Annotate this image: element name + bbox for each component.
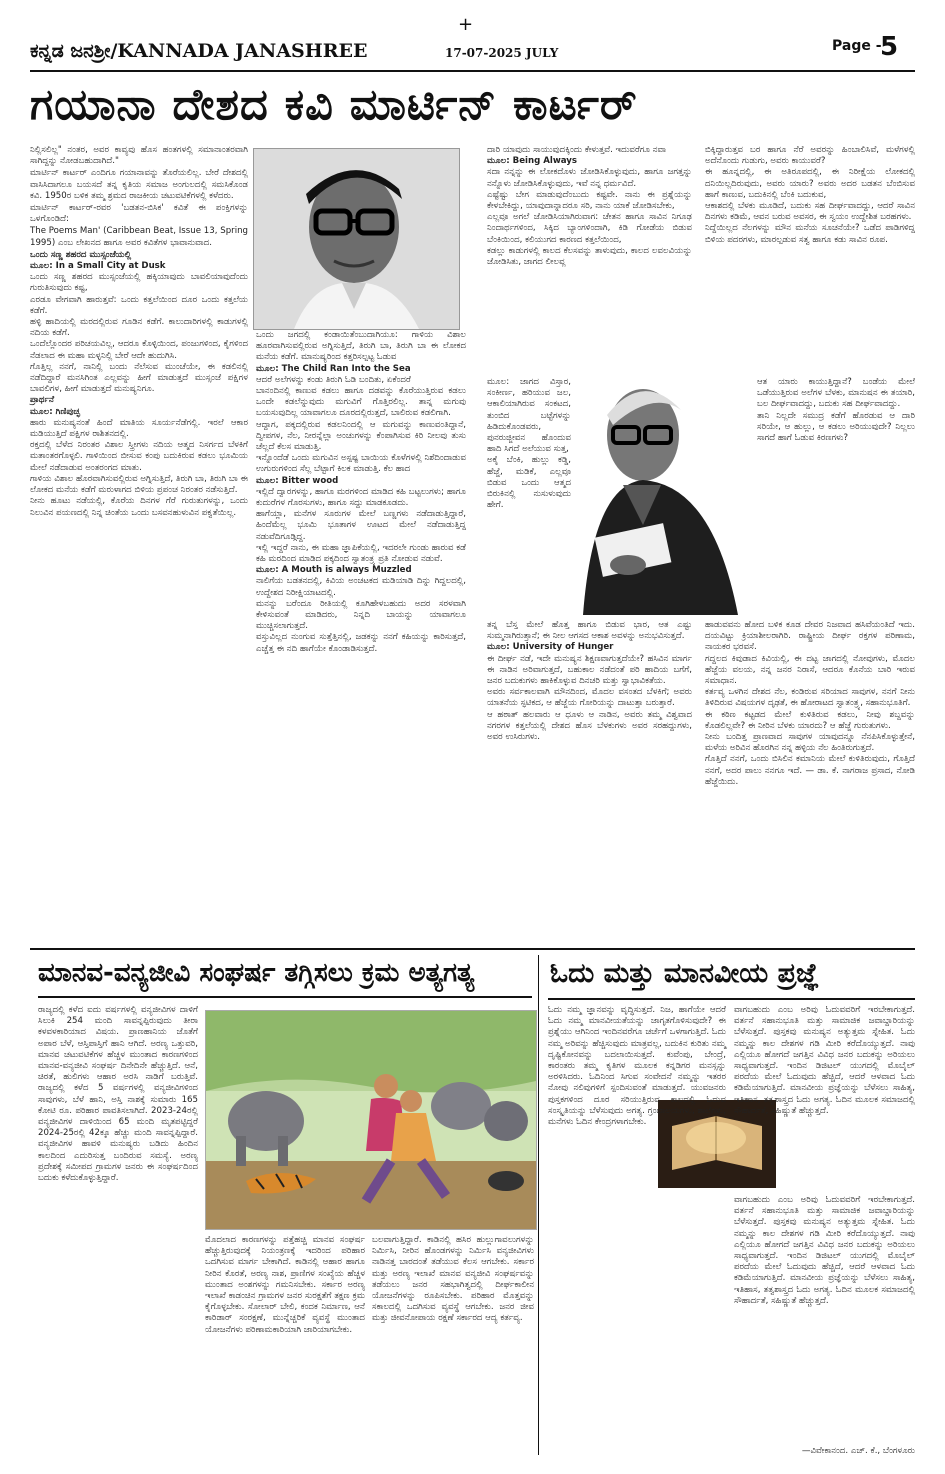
poem-title: ಪ್ರಾರ್ಥನೆ — [30, 395, 55, 406]
poem-stanza: ಗೊತ್ತಿಲ್ಲ ನನಗೆ, ನಾನಿಲ್ಲಿ ಬಂದು ನೆಲೆಸುವ ಮುಂಚೆಯೇ, ಈ ಕಡಲಿನಲ್ಲಿ ನಡೆದಿದ್ದಾರೆ ಮನಸಿಗಿಂತ ಎಲ್ಲವನ್ನು ಹೀಗೆ ಮಾಡುತ್ತದೆ ಮುಸ್ಸಂಜೆ ಪಕ್ಷಿಗಳ ಬಾವಲಿಗಳ, ಹೀಗೆ ಮಾಡುತ್ತದೆ ಮನುಷ್ಯನಿಗೂ. — [30, 361, 248, 395]
poem-stanza: ಗೊತ್ತಿದೆ ನನಗೆ, ಒಂದು ಬಿಸಿಲಿನ ಕಮಾನಿಯ ಮೇಲೆ ಕುಳಿತಿರುವುದು, ಗೊತ್ತಿದೆ ನನಗೆ, ಅದರ ಪಾಲು ನನಗೂ ಇದೆ. — ಡಾ. ಕೆ. ನಾಗರಾಜ ಪ್ರಸಾದ, ನೋಡಿ ಹೆಜ್ಜೆಯಿದು. — [705, 754, 915, 787]
poem-source: ಮೂಲ: University of Hunger — [487, 642, 614, 653]
poem-stanza: ಆದರೆ ಅಲೆಗಳನ್ನು ಕಂಡು ತಿರುಗಿ ಓಡಿ ಬಂದಿತು, ಏಕೆಂದರೆ — [256, 374, 411, 385]
poem-stanza: ಒಂದು ಸಣ್ಣ ಶಹರದ ಮುಸ್ಸಂಜೆಯಲ್ಲಿ ಹಕ್ಕಿಯಾವುದು ಬಾವಲಿಯಾವುದೆಂದು ಗುರುತಿಸುವುದು ಕಷ್ಟ, — [30, 272, 248, 294]
section-divider — [30, 948, 915, 950]
reading-article-col-1: ಓದು ನಮ್ಮ ಜ್ಞಾನವನ್ನು ವೃದ್ಧಿಸುತ್ತದೆ. ನಿಜ, ಹಾಗೆಯೇ ಆದರೆ ಓದು ನಮ್ಮ ಮಾನವೀಯತೆಯನ್ನು ಜಾಗೃತಗೊಳಿಸುವುದೇ? ಈ ಪ್ರಶ್ನೆಯು ಆಗಿನಿಂದ ಇಂದಿನವರೆಗೂ ಚರ್ಚೆಗೆ ಒಳಗಾಗುತ್ತಿದೆ. ಓದು ನಮ್ಮ ಅರಿವನ್ನು ಹೆಚ್ಚಿಸುವುದು ಮಾತ್ರವಲ್ಲ, ಬದುಕಿನ ಕುರಿತು ನಮ್ಮ ದೃಷ್ಟಿಕೋನವನ್ನು ಬದಲಾಯಿಸುತ್ತದೆ. ಕುವೆಂಪು, ಬೇಂದ್ರೆ, ಕಾರಂತರು ತಮ್ಮ ಕೃತಿಗಳ ಮೂಲಕ ಕನ್ನಡಿಗರ ಮನಸ್ಸನ್ನು ಅರಳಿಸಿದರು. ಓದಿನಿಂದ ಸಿಗುವ ಸಂವೇದನೆ ನಮ್ಮನ್ನು ಇತರರ ನೋವು ನಲಿವುಗಳಿಗೆ ಸ್ಪಂದಿಸುವಂತೆ ಮಾಡುತ್ತದೆ. ಯುವಜನರು ಪುಸ್ತಕಗಳಿಂದ ದೂರ ಸರಿಯುತ್ತಿರುವ ಕಾಲದಲ್ಲಿ ಓದುವ ಸಂಸ್ಕೃತಿಯನ್ನು ಬೆಳೆಸುವುದು ಅಗತ್ಯ. ಗ್ರಂಥಾಲಯಗಳು, ಶಾಲೆಗಳು, ಮನೆಗಳು ಓದಿನ ಕೇಂದ್ರಗಳಾಗಬೇಕು. — [548, 1005, 726, 1128]
poem-stanza: ಹಳ್ಳಿ ಹಾದಿಯಲ್ಲಿ ಮರದಲ್ಲಿರುವ ಗೂಡಿನ ಕಡೆಗೆ. ಕಾಲುದಾರಿಗಳಲ್ಲಿ ಕಾಡುಗಳಲ್ಲಿ ನದಿಯ ಕಡೆಗೆ. — [30, 317, 248, 339]
poem-stanza: ಸದಾ ನನ್ನನ್ನು ಈ ಲೋಕದೊಳು ಜೋಡಿಸಿಕೊಳ್ಳುವುದು, ಹಾಗೂ ಜಗತ್ತನ್ನು ನನ್ನೊಳು ಜೋಡಿಸಿಕೊಳ್ಳುವುದು, ಇವೆ ನನ್ನ ಧರ್ಮವಿದೆ. — [487, 167, 692, 189]
poem-stanza: ಆ ಹಠಾತ್ ಹಲವಾರು ಆ ಧೂಳು ಆ ನಾಡಿನ, ಅವರು ತಮ್ಮ ವಿಶ್ವವಾದ ನಗರಗಳ ಕತ್ತಲೆಯಲ್ಲಿ ದೇಶದ ಹೊಸ ಬೆಳಕುಗಳು ಅವರ ಸರಹದ್ದುಗಳು, ಅವರ ಉಸಿರುಗಳು. — [487, 709, 692, 743]
wildlife-headline: ಮಾನವ-ವನ್ಯಜೀವಿ ಸಂಘರ್ಷ ತಗ್ಗಿಸಲು ಕ್ರಮ ಅತ್ಯಗತ್ಯ — [38, 958, 475, 988]
poem-stanza: ನೀನು ಹೂಟು ನಡೆಯಲ್ಲಿ, ಕೊರೆಯ ದಿನಗಳ ಗೆರೆ ಗುರುತುಗಳನ್ನು, ಒಂದು ನಿಲುವಿನ ಪಯಣದಲ್ಲಿ ನಿನ್ನ ಚಿಂತೆಯ ಒಂದು ಬಸವನಹುಳುವಿನ ಪಕ್ವತೆಯಿಲ್ಲ. — [30, 496, 248, 518]
masthead-name: ಕನ್ನಡ ಜನಶ್ರೀ/KANNADA JANASHREE — [30, 40, 368, 62]
poem-stanza: ಆಕಾಶದಲ್ಲಿ ಬೆಳಕು ಮೂಡಿದೆ, ಬದುಕು ಸಹ ದೀರ್ಘವಾದದ್ದು, ಆದರೆ ಸಾವಿನ ದಿನಗಳು ಕಡಿಮೆ, ಆವನ ಬರುವ ಅವಸರ, ಈ ಸ್ವಯಂ ಉದ್ದೇಶಿತ ಬರಹಗಳು. — [705, 201, 915, 223]
poem-stanza: ಈ ದೀರ್ಘ ನಡೆ, ಇದೇ ಮನುಷ್ಯನ ಶಿಕ್ಷಣವಾಗುತ್ತದೆಯೇ? ಹಸಿವಿನ ಮಾರ್ಗ ಈ ನಾಡಿನ ಅರಿವಾಗುತ್ತದೆ, ಬಹುಕಾಲ ನಡೆದಂತೆ ಪರಿ ಹಾದಿಯ ಬಗೆಗೆ, ಜನರ ಬದುಕುಗಳು ಹಾಕಿಕೊಳ್ಳುವ ದಿನಚರಿ ಮತ್ತು ಸ್ವಾಭಾವಿಕತೆಯ. — [487, 653, 692, 687]
poem-stanza: ಎಷ್ಟೆಷ್ಟು ಬೇಗ ಮಾಡುವುದೆಂಬುದು ಕಷ್ಟವೇ. ನಾನು ಈ ಪ್ರಶ್ನೆಯನ್ನು ಕೇಳಬೇಕಿದ್ದು, ಯಾವುದಾನ್ನಾದರೂ ಸರಿ, ನಾನು ಯಾಕೆ ಜೋಡಿಸಬೇಕು, — [487, 189, 692, 212]
poem-source: ಮೂಲ: ಗಿಣಿಪುಚ್ಛ — [30, 406, 80, 417]
poem-stanza: ಮೂಲ: ಜಾಗದ ವಿಸ್ತಾರ, ಸಂಕೀರ್ಣ, ಹರಿಯುವ ಜಲ, ಆಕಾಲಿಯಾಗಿರುವ ಸಂಕಟದ, ತುಂಬಿದ ಬಟ್ಟೆಗಳನ್ನು ಹಿಡಿದುಕೊಂಡವರು, ಪುನರುಜ್ಜೀವನ ಹೊಂದುವ ಹಾದಿ ಸಿಗದೆ ಅಲೆಯುವ ಸುತ್ತ, — [487, 377, 571, 455]
reading-headline-rule — [548, 998, 915, 1000]
reading-article-col-2: ವಾಗಬಹುದು ಎಂಬ ಅರಿವು ಓದುವವರಿಗೆ ಇರಬೇಕಾಗುತ್ತದೆ. ವರ್ತನೆ ಸಹಾನುಭೂತಿ ಮತ್ತು ಸಾಮಾಜಿಕ ಜವಾಬ್ದಾರಿಯನ್ನು ಬೆಳೆಸುತ್ತದೆ. ಪುಸ್ತಕವು ಮನುಷ್ಯನ ಅತ್ಯುತ್ತಮ ಸ್ನೇಹಿತ. ಓದು ನಮ್ಮನ್ನು ಕಾಲ ದೇಶಗಳ ಗಡಿ ಮೀರಿ ಕರೆದೊಯ್ಯುತ್ತದೆ. ನಾವು ಎಲ್ಲಿಯೂ ಹೋಗದೆ ಜಗತ್ತಿನ ವಿವಿಧ ಜನರ ಬದುಕನ್ನು ಅರಿಯಲು ಸಾಧ್ಯವಾಗುತ್ತದೆ. ಇಂದಿನ ಡಿಜಿಟಲ್ ಯುಗದಲ್ಲಿ ಮೊಬೈಲ್ ಪರದೆಯ ಮೇಲೆ ಓದುವುದು ಹೆಚ್ಚಿದೆ, ಆದರೆ ಆಳವಾದ ಓದು ಕಡಿಮೆಯಾಗುತ್ತಿದೆ. ಮಾನವೀಯ ಪ್ರಜ್ಞೆಯನ್ನು ಬೆಳೆಸಲು ಸಾಹಿತ್ಯ, ಇತಿಹಾಸ, ತತ್ವಶಾಸ್ತ್ರದ ಓದು ಅಗತ್ಯ. ಓದಿನ ಮೂಲಕ ಸಮಾಜದಲ್ಲಿ ಸೌಹಾರ್ದತೆ, ಸಹಿಷ್ಣುತೆ ಹೆಚ್ಚುತ್ತದೆ. — [734, 1195, 915, 1306]
poem-stanza: ಎಲ್ಲವೂ ಅಗಲೆ ಜೋಡಿಸಿಯಾಗಿರುವಾಗ: ಚೇತನ ಹಾಗೂ ಸಾವಿನ ನಿಗೂಢ ನಿಂದಾರ್ಥಗಳಿಂದ, ಸಿಕ್ಕಿದ ಬ್ಯಾಂಗಳಿಂದಾಗಿ, ಕಿಡಿ ಗೋಡೆಯ ಬಿಡುವ ಬೆಂಕಿಯಿಂದ, ಕಲಿಯುಗದ ಕಾರಣದ ಕತ್ತಲೆಯಿಂದ, — [487, 212, 692, 245]
paragraph: ನಿಲ್ಲಿಸಲಿಲ್ಲ" ನಂತರ, ಅವರ ಕಾವ್ಯವು ಹೊಸ ಹಂತಗಳಲ್ಲಿ ಸಮಾನಾಂತರವಾಗಿ ಸಾಗಿದ್ದನ್ನು ನೋಡಬಹುದಾಗಿದೆ." — [30, 145, 248, 167]
wildlife-article-col-3: ಬಲವಾಗುತ್ತಿದ್ದಾರೆ. ಕಾಡಿನಲ್ಲಿ ಹಸಿರ ಹುಲ್ಲುಗಾವಲುಗಳನ್ನು ನಿರ್ಮಿಸಿ, ನೀರಿನ ಹೊಂಡಗಳನ್ನು ನಿರ್ಮಿಸಿ ವನ್ಯಜೀವಿಗಳು ನಾಡಿನತ್ತ ಬಾರದಂತೆ ತಡೆಯುವ ಕೆಲಸ ಆಗಬೇಕು. ಸರ್ಕಾರ ಮತ್ತು ಅರಣ್ಯ ಇಲಾಖೆ ಮಾನವ ವನ್ಯಜೀವಿ ಸಂಘರ್ಷವನ್ನು ತಡೆಯಲು ಜನರ ಸಹಭಾಗಿತ್ವದಲ್ಲಿ ದೀರ್ಘಕಾಲೀನ ಯೋಜನೆಗಳನ್ನು ರೂಪಿಸಬೇಕು. ಪರಿಹಾರ ಮೊತ್ತವನ್ನು ಸಕಾಲದಲ್ಲಿ ಒದಗಿಸುವ ವ್ಯವಸ್ಥೆ ಆಗಬೇಕು. ಜನರ ಜೀವ ಮತ್ತು ಜೀವನೋಪಾಯ ರಕ್ಷಣೆ ಸರ್ಕಾರದ ಆದ್ಯ ಕರ್ತವ್ಯ. — [372, 1235, 534, 1324]
poem-stanza: ಇಲ್ಲಿದೆ ದ್ವಾರಗಳನ್ನು, ಹಾಗೂ ಮರಗಳಿಂದ ಮಾಡಿದ ಕಹಿ ಬಟ್ಟಲುಗಳು; ಹಾಗೂ ಕುದುರೆಗಳ ಗೊರಸುಗಳು, ಹಾಗೂ ಸದ್ದು ಮಾಡಕೂಡದು. — [256, 486, 466, 509]
poem-stanza: ಎರಡೂ ವೇಗವಾಗಿ ಹಾರುತ್ತವೆ: ಒಂದು ಕತ್ತಲೆಯಿಂದ ದೂರ ಒಂದು ಕತ್ತಲೆಯ ಕಡೆಗೆ. — [30, 294, 248, 316]
poem-source: ಮೂಲ: In a Small City at Dusk — [30, 261, 166, 272]
poem-source: ಮೂಲ: Bitter wood — [256, 475, 339, 486]
poem-stanza: ಕಡಲ್ಲು ಕಾಡುಗಳಲ್ಲಿ ಕಾಲದ ಕೆಲಸವನ್ನು ತಾಳುವುದು, ಕಾಲದ ಲವಲವಿಯನ್ನು ಜೋಡಿಸಿತು, ಜಾಗದ ಲೀಲವ್ಲ — [487, 245, 692, 268]
page-number: 5 — [880, 32, 899, 62]
poem-stanza: ಒಂದೆಲ್ಲೊಂದರ ಪರಿಚಯವಿಲ್ಲ, ಆದರೂ ಕೊಳ್ಳಿಯಿಂದ, ಪಂಜುಗಳಿಂದ, ಕೈಗಳಿಂದ ನೆಡಲಾದ ಈ ಮಹಾ ಮಳ್ಳನಿಲ್ಲಿ ಬೇರೆ ಆದೇ ಹುದುಗಿಸಿ. — [30, 339, 248, 361]
main-headline: ಗಯಾನಾ ದೇಶದ ಕವಿ ಮಾರ್ಟಿನ್ ಕಾರ್ಟರ್ — [30, 80, 638, 130]
reading-byline: —ವಿವೇಕಾನಂದ. ಎಚ್. ಕೆ., ಬೆಂಗಳೂರು — [801, 1446, 915, 1456]
main-article-col-2 — [256, 330, 466, 940]
paragraph: ಮಾರ್ಟಿನ್ ಕಾರ್ಟರ್ ಎಂದಿಗೂ ಗಯಾನಾವನ್ನು ತೊರೆಯಲಿಲ್ಲ. ಬೇರೆ ದೇಶದಲ್ಲಿ ವಾಸಿಸಿದಾಗಲೂ ಬಯಸದೆ ತನ್ನ ಕೃತಿಯ ಸಮಾಜ ಅಂಗುಲದಲ್ಲಿ ಸಮಸಿಕೊಂಡ ಕವಿ. 1950ರ ಬಳಿಕ ತಮ್ಮ ಶ್ರಮದ ರಾಜಕೀಯ ಚಟುವಟಿಕೆಗಳಲ್ಲಿ ಕಳೆದರು. — [30, 168, 248, 201]
poem-stanza: ದಾರಿ ಯಾವುದು ಸಾಯುವುದಕ್ಕಿಂದು ಕೇಳುತ್ತವೆ. ಇದುವರೆಗೂ ನವಾ — [487, 145, 667, 155]
poem-stanza: ಅಕೈ ಬೆಂಕಿ, ಹುಲ್ಲು ಕಡ್ಡಿ, ಹೆಜ್ಜೆ, ಮಡಿಕೆ, ಎಲ್ಲವೂ ಬಿಡುವ ಒಂದು ಆತ್ಮದ ಬಿರುಕಿನಲ್ಲಿ ನುಸುಳುವುದು ಹೇಗೆ. — [487, 455, 571, 511]
paragraph: ಮಾರ್ಟಿನ್ ಕಾರ್ಟರ್-ರವರ 'ಬಡತನ-ಬಿಸಿಕ' ಕವಿತೆ ಈ ಪಂಕ್ತಿಗಳನ್ನು ಒಳಗೊಂಡಿದೆ: — [30, 203, 248, 225]
poem-stanza: ಬಿಕ್ಕಿದ್ದಾರುತ್ತವ ಬರ ಹಾಗೂ ನೆರೆ ಅವರನ್ನು ಹಿಂಬಾಲಿಸಿವೆ, ಮಳೆಗಳಲ್ಲಿ ಅದೆನೊಂದು ಗುಡುಗು, ಅವರು ಕಾಯುವರೆ? — [705, 145, 915, 167]
poem-stanza: ಮನನ್ನು ಬರೆಂದೂ ರೀತಿಯಲ್ಲಿ ಕೂಗಿಹೇಳಬಹುದು ಅದರ ಸರಳವಾಗಿ ಕೇಳಿಸುವಂತೆ ಮಾಡಿದರು, ನಿನ್ನದಿ ಬಾಯನ್ನು ಯಾವಾಗಲೂ ಮುಚ್ಚಿಸಲಾಗುತ್ತದೆ. — [256, 598, 466, 632]
main-article-col-4c — [705, 620, 915, 940]
main-article-col-3a — [487, 145, 692, 375]
poem-stanza: ತನ್ನ ಬೆಸ್ತ ಮೇಲೆ ಹೊತ್ತ ಹಾಗೂ ಬಿಡುವ ಭಾರ, ಆತ ಎಷ್ಟು ಸುಮ್ಮನಾಗಿರುತ್ತಾನೆ; ಈ ನೀಲ ಆಗಸದ ಆಕಾಶ ಅವಳನ್ನು ಅನುಭವಿಸುತ್ತದೆ. — [487, 620, 692, 642]
poem-title: ಒಂದು ಸಣ್ಣ ಶಹರದ ಮುಸ್ಸಂಜೆಯಲ್ಲಿ — [30, 249, 132, 260]
poem-stanza: ರಕ್ತದಲ್ಲಿ ಬೆಳೆದ ನಿರಂತರ ವಿಶಾಲ ಸ್ತ್ರೀಗಳು ನದಿಯ ಆತ್ಮದ ನಿಸರ್ಗದ ಬೆಳಕಿಗೆ ಮತಾಂತರಗೊಳ್ಳಲಿ. ಗಾಳಿಯಿಂದ ಬೀಸುವ ಕಂಪು ಬದುಕಿರುವ ಕಡಲು ಭೂಮಿಯ ಮೇಲೆ ನಡೆದಾಡುವ ಅಂತರಂಗದ ಮಾತು. — [30, 440, 248, 473]
paragraph: The Poems Man' (Caribbean Beat, Issue 13, Spring 1995) ಎಂಬ ಲೇಖನದ ಹಾಗೂ ಅವರ ಕವಿತೆಗಳ ಭಾವಾನುವಾದ. — [30, 226, 248, 248]
main-article-col-3b — [487, 377, 571, 617]
poem-stanza: ಗಾಳಿಯ ವಿಶಾಲ ಹೊರವಾಗಿಸುವಲ್ಲಿರುವ ಅಗ್ನಿಸುತ್ತಿದೆ, ತಿರುಗಿ ಬಾ, ತಿರುಗಿ ಬಾ ಈ ಲೋಕದ ಮನೆಯ ಕಡೆಗೆ ಮರುಳಾಗದ ಬಿಳಿಯ ಪ್ರಪಂಚ ನಿರಂತರ ನಡೆಸುತ್ತಿದೆ. — [30, 473, 248, 496]
column-divider — [538, 955, 539, 1455]
poem-stanza: ನೀನು ಬಂದಿತ್ತ ಪ್ರಾಣವಾದ ಸಾವುಗಳ ಯಾವುದನ್ನೂ ನೆನಪಿಸಿಕೊಳ್ಳುತ್ತೇನೆ, ಮಳೆಯ ಅರಿವಿನ ಹೊರಗಿನ ನನ್ನ ಹಳ್ಳಿಯ ನೆಲ ಹಿಂತಿರುಗುತ್ತದೆ. — [705, 732, 915, 754]
reading-article-col-2-top: ವಾಗಬಹುದು ಎಂಬ ಅರಿವು ಓದುವವರಿಗೆ ಇರಬೇಕಾಗುತ್ತದೆ. ವರ್ತನೆ ಸಹಾನುಭೂತಿ ಮತ್ತು ಸಾಮಾಜಿಕ ಜವಾಬ್ದಾರಿಯನ್ನು ಬೆಳೆಸುತ್ತದೆ. ಪುಸ್ತಕವು ಮನುಷ್ಯನ ಅತ್ಯುತ್ತಮ ಸ್ನೇಹಿತ. ಓದು ನಮ್ಮನ್ನು ಕಾಲ ದೇಶಗಳ ಗಡಿ ಮೀರಿ ಕರೆದೊಯ್ಯುತ್ತದೆ. ನಾವು ಎಲ್ಲಿಯೂ ಹೋಗದೆ ಜಗತ್ತಿನ ವಿವಿಧ ಜನರ ಬದುಕನ್ನು ಅರಿಯಲು ಸಾಧ್ಯವಾಗುತ್ತದೆ. ಇಂದಿನ ಡಿಜಿಟಲ್ ಯುಗದಲ್ಲಿ ಮೊಬೈಲ್ ಪರದೆಯ ಮೇಲೆ ಓದುವುದು ಹೆಚ್ಚಿದೆ, ಆದರೆ ಆಳವಾದ ಓದು ಕಡಿಮೆಯಾಗುತ್ತಿದೆ. ಮಾನವೀಯ ಪ್ರಜ್ಞೆಯನ್ನು ಬೆಳೆಸಲು ಸಾಹಿತ್ಯ, ಇತಿಹಾಸ, ತತ್ವಶಾಸ್ತ್ರದ ಓದು ಅಗತ್ಯ. ಓದಿನ ಮೂಲಕ ಸಮಾಜದಲ್ಲಿ ಸೌಹಾರ್ದತೆ, ಸಹಿಷ್ಣುತೆ ಹೆಚ್ಚುತ್ತದೆ. — [734, 1005, 915, 1116]
poem-source: ಮೂಲ: Being Always — [487, 156, 578, 167]
wildlife-article-col-1: ರಾಜ್ಯದಲ್ಲಿ ಕಳೆದ ಐದು ವರ್ಷಗಳಲ್ಲಿ ವನ್ಯಜೀವಿಗಳ ದಾಳಿಗೆ ಸಿಲುಕಿ 254 ಮಂದಿ ಸಾವನ್ನಪ್ಪಿರುವುದು ತೀರಾ ಕಳವಳಕಾರಿಯಾದ ವಿಷಯ. ಪ್ರಾಣಹಾನಿಯ ಜೊತೆಗೆ ಅಪಾರ ಬೆಳೆ, ಆಸ್ತಿಪಾಸ್ತಿಗೆ ಹಾನಿ ಆಗಿದೆ. ಅರಣ್ಯ ಒತ್ತುವರಿ, ಮಾನವ ಚಟುವಟಿಕೆಗಳ ಹೆಚ್ಚಳ ಮುಂತಾದ ಕಾರಣಗಳಿಂದ ಮಾನವ-ವನ್ಯಜೀವಿ ಸಂಘರ್ಷ ದಿನೇದಿನೇ ಹೆಚ್ಚುತ್ತಿದೆ. ಆನೆ, ಚಿರತೆ, ಹುಲಿಗಳು ಆಹಾರ ಅರಸಿ ನಾಡಿಗೆ ಬರುತ್ತಿವೆ. ರಾಜ್ಯದಲ್ಲಿ ಕಳೆದ 5 ವರ್ಷಗಳಲ್ಲಿ ವನ್ಯಜೀವಿಗಳಿಂದ ಸಾವುಗಳು, ಬೆಳೆ ಹಾನಿ, ಅಸ್ತಿ ನಾಶಕ್ಕೆ ಸುಮಾರು 165 ಕೋಟಿ ರೂ. ಪರಿಹಾರ ಪಾವತಿಸಲಾಗಿದೆ. 2023-24ರಲ್ಲಿ ವನ್ಯಜೀವಿಗಳ ದಾಳಿಯಿಂದ 65 ಮಂದಿ ಮೃತಪಟ್ಟಿದ್ದರೆ 2024-25ರಲ್ಲಿ 42ಕ್ಕೂ ಹೆಚ್ಚು ಮಂದಿ ಸಾವನ್ನಪ್ಪಿದ್ದಾರೆ. ವನ್ಯಜೀವಿಗಳ ಹಾವಳಿ ಮನುಷ್ಯರು ಬಡಿದು ಹಿಂದಿನ ಕಾಲದಿಂದ ಎದುರಿಸುತ್ತ ಬಂದಿರುವ ಸಮಸ್ಯೆ. ಅರಣ್ಯ ಪ್ರದೇಶಕ್ಕೆ ಸಮೀಪದ ಗ್ರಾಮಗಳ ಜನರು ಈ ಸಂಘರ್ಷದಿಂದ ಬದುಕು ಕಳೆದುಕೊಳ್ಳುತ್ತಿದ್ದಾರೆ. — [38, 1005, 198, 1184]
poem-stanza: ನಾಲಿಗೆಯ ಬಡತನದಲ್ಲಿ, ಕಿವಿಯ ಅಂಚಟಕದ ಮಡಿಯಾಡಿ ದಿನ್ನು ಗಿದ್ದಲದಲ್ಲಿ, ಉದ್ದೇಶದ ನಿರೀಕ್ಷಿಯಾಟದಲ್ಲಿ. — [256, 576, 466, 598]
poem-stanza: ಹಾರು ಮನುಷ್ಯನಂತೆ ಹಿಂದೆ ಮಾತಿಯ ಸೂರ್ಯನೆಡೆಗಲ್ಲಿ. ಇರಲೆ ಆಕಾರ ಮಡಿಯುತ್ತಿದೆ ಪಕ್ಷಿಗಳ ರಾಶಿತನದಲ್ಲಿ. — [30, 417, 248, 440]
main-article-col-4a — [705, 145, 915, 375]
poem-stanza: ಈ ಹೂನ್ನದಲ್ಲಿ, ಈ ಅತಿರೂಪದಲ್ಲಿ, ಈ ನಿರೀಕ್ಷೆಯ ಲೋಕದಲ್ಲಿ ದನಿಯಿಲ್ಲದಿರುವುದು, ಅವರು ಯಾರು? ಅವರು ಅದರ ಬಡತನ ಬೆಂಬಿಸುವ ಹಾಗೆ ಕಾಣುವ, ಬದುಕಿನಲ್ಲಿ ಬೆಂಕಿ ಬದುಕುವ, — [705, 167, 915, 200]
poem-stanza: ಒಂದು ಜಗದಲ್ಲಿ ಕಂಡಾಯಿತೆಂಬುದಾಗಿಯೂ: ಗಾಳಿಯ ವಿಶಾಲ ಹೂರವಾಗಿಸುವಲ್ಲಿರುವ ಅಗ್ನಿಸುತ್ತಿದೆ, ತಿರುಗಿ ಬಾ, ತಿರುಗಿ ಬಾ ಈ ಲೋಕದ ಮನೆಯ ಕಡೆಗೆ. ಮಾನುಷ್ಯರಿಂದ ಕತ್ತರಿಸಲ್ಪಟ್ಟ ಓಡುವ — [256, 330, 466, 363]
poem-stanza: ಇಲ್ಲಿ ಇದ್ದರೆ ನಾನು, ಈ ಮಹಾ ಜ್ಞಾಪಿಕೆಯಲ್ಲಿ, ಇದರಲೇ ಗುಂಡು ಹಾರುವ ಕಡೆ ಕಹಿ ಮರದಿಂದ ಮಾಡಿದ ಪಕ್ಕದಿಂದ ಸ್ವಾತಂತ್ರ್ಯ ಪ್ರತಿ ನೋಡುವ ನಡುವೆ. — [256, 542, 466, 565]
poem-source: ಮೂಲ: The Child Ran Into the Sea — [256, 363, 411, 374]
poem-stanza: ಹಾಗೆಯ್ಲಾ, ಮನೆಗಳ ಸೂರುಗಳ ಮೇಲೆ ಬಣ್ಣಗಳು ನಡೆದಾಡುತ್ತಿದ್ದಾರೆ, ಹಿಂದೆಮೆಲ್ಲ ಭೂಮಿ ಭೂತಾಗಳ ಊಟದ ಮೇಲೆ ನಡೆದಾಡುತ್ತಿದ್ದ ನಡುವೆದಿಗೂಡ್ಗಿದ್ದ. — [256, 509, 466, 542]
poem-stanza: ನಿದ್ದೆಯಿಲ್ಲದ ನೆಲಗಳನ್ನು ಮೌನ ಮನೆಯ ಸೂಚನೆಯೇ? ಒಡೆದ ಪಾಡಿಗಳಿದ್ದ ಬಿಳಿಯ ಪದರಗಳು, ಮಾರಲ್ಪಡುವ ಸತ್ವ ಹಾಗೂ ಕಡು ಸಾವಿನ ರೂಪ. — [705, 223, 915, 245]
poet-portrait-photo — [253, 148, 460, 330]
poem-stanza: ಕರ್ತವ್ಯ ಒಳಗಿನ ದೇಶದ ನೆಲ, ಕಂಡಿರುವ ಸರಿಯಾದ ಸಾವುಗಳ, ನನಗೆ ನೀನು ತಿಳಿದಿರುವ ವಿಷಯಗಳ ದೃಢತೆ, ಈ ಹೋರಾಟದ ಸ್ವಾತಂತ್ರ್ಯ, ಸಹಾನುಭೂತಿಗೆ. — [705, 687, 915, 709]
reading-headline: ಓದು ಮತ್ತು ಮಾನವೀಯ ಪ್ರಜ್ಞೆ — [550, 958, 820, 989]
poem-stanza: ವಸ್ತುವಿಲ್ಲದ ನುಂಗುವ ಸುತ್ತೆತ್ತಿನಲ್ಲಿ, ಜಡಕನ್ನು ನನಗೆ ಕಹಿಯನ್ನು ಕಾರಿಸುತ್ತದೆ, ಎಚ್ಚೆತ್ತ ಈ ನದಿ ಹಾಗೆಯೇ ಕೊಂಡಾಡಿಸುತ್ತದೆ. — [256, 632, 466, 654]
masthead-date: 17-07-2025 JULY — [445, 46, 559, 60]
registration-mark: + — [458, 14, 474, 35]
poem-stanza: ಆತ ಯಾರು ಕಾಯುತ್ತಿದ್ದಾನೆ? ಬಂಡೆಯ ಮೇಲೆ ಒಡೆಯುತ್ತಿರುವ ಅಲೆಗಳ ಬೆಳಕು, ಮಾನುಷನ ಈ ತಯಾರಿ, ಬಲ ದೀರ್ಘವಾದದ್ದು, ಬದುಕು ಸಹ ದೀರ್ಘವಾದದ್ದು. — [757, 377, 915, 410]
main-article-col-3c — [487, 620, 692, 940]
poem-source: ಮೂಲ: A Mouth is always Muzzled — [256, 565, 412, 576]
page-label: Page - — [832, 38, 882, 54]
main-article-col-1 — [30, 145, 248, 940]
poem-stanza: ಆದ್ದಾಗ, ಪಕ್ಕದಲ್ಲಿರುವ ಕಡಲನಿಂದಲ್ಲಿ ಆ ಮಗುವನ್ನು ಕಾಣುವಂತಿದ್ದಾನೆ, ದ್ವೀಪಗಳ, ನೆಲ, ನೀರನ್ನೆಲ್ಲಾ ಅಂಚುಗಳನ್ನು ಕೆಂಪಾಗಿಸುವ ಕಿರಿ ನೀಲವು ತುಸು ಚೆಲ್ಲದೆ ಕೆಲಸ ಮಾಡುತ್ತಿ. — [256, 419, 466, 453]
poem-stanza: ಅವರು ಸರ್ವಕಾಲವಾಗಿ ಮೌನದಿಂದ, ಮೊದಲ ವಸಂತದ ಬೆಳಕಿಗೆ; ಅವರು ಯಾತನೆಯ ಸ್ಫಟಿಕದ, ಆ ಹೆಜ್ಜೆಯ ಗೋರಿಯನ್ನು ದಾಟುತ್ತಾ ಬರುತ್ತಾರೆ. — [487, 687, 692, 709]
wildlife-headline-rule — [38, 996, 532, 998]
wildlife-article-col-2: ಮೊದಲಾದ ಕಾರಣಗಳನ್ನು ಪತ್ತೆಹಚ್ಚಿ ಮಾನವ ಸಂಘರ್ಷ ಹೆಚ್ಚುತ್ತಿರುವುದಕ್ಕೆ ನಿಯಂತ್ರಣಕ್ಕೆ ಇದರಿಂದ ಪರಿಹಾರ ಒದಗಿಸುವ ಮಾರ್ಗ ಬೇಕಾಗಿದೆ. ಕಾಡಿನಲ್ಲಿ ಆಹಾರ ಹಾಗೂ ನೀರಿನ ಕೊರತೆ, ಅರಣ್ಯ ನಾಶ, ಪ್ರಾಣಿಗಳ ಸಂಖ್ಯೆಯ ಹೆಚ್ಚಳ ಮುಂತಾದ ಅಂಶಗಳನ್ನು ಗಮನಿಸಬೇಕು. ಸರ್ಕಾರ ಅರಣ್ಯ ಇಲಾಖೆ ಕಾಡಂಚಿನ ಗ್ರಾಮಗಳ ಜನರ ಸುರಕ್ಷತೆಗೆ ತಕ್ಷಣ ಕ್ರಮ ಕೈಗೊಳ್ಳಬೇಕು. ಸೋಲಾರ್ ಬೇಲಿ, ಕಂದಕ ನಿರ್ಮಾಣ, ಆನೆ ಕಾರಿಡಾರ್ ಸಂರಕ್ಷಣೆ, ಮುನ್ನೆಚ್ಚರಿಕೆ ವ್ಯವಸ್ಥೆ ಮುಂತಾದ ಯೋಜನೆಗಳು ಪರಿಣಾಮಕಾರಿಯಾಗಿ ಜಾರಿಯಾಗಬೇಕು. — [205, 1235, 365, 1335]
poem-stanza: ಬಾನಂದಿನಲ್ಲಿ ಕಾಣುವ ಕಡಲು ಹಾಗೂ ದಡವನ್ನು ಕೊರೆಯುತ್ತಿರುವ ಕಡಲು ಒಂದೇ ಕಡಲೆನ್ನುವುದು ಮಗುವಿಗೆ ಗೊತ್ತಿರಲಿಲ್ಲ. ತಾನ್ನ ಮಗುವು ಬಯಸುವುದಿಲ್ಲ ಯಾವಾಗಲೂ ದೂರದಲ್ಲಿರುತ್ತದೆ, ಬಾಲಿರುವ ಕಡಲಿಗಾಗಿ. — [256, 386, 466, 419]
poem-stanza: ಗದ್ದಲದ ಕಿವುಡಾದ ಕಿವಿಯಲ್ಲಿ, ಈ ದಟ್ಟ ಜಾಗದಲ್ಲಿ ನೋವುಗಳು, ಮೊದಲ ಹೆಜ್ಜೆಯ ವಲಯ, ನನ್ನ ಜನರ ನಿರಾಸೆ, ಆದರೂ ಕೊನೆಯ ಬಾರಿ ಇರುವ ಸಮಾಧಾನ. — [705, 653, 915, 687]
poet-reading-photo — [573, 375, 753, 615]
poem-stanza: ಈ ಕಠಿಣ ಕಟ್ಟಡದ ಮೇಲೆ ಕುಳಿತಿರುವ ಕಡಲು, ನೀವು ಶಬ್ದವನ್ನು ಕೊಡಲಿಲ್ಲವೇ? ಈ ನೀರಿನ ಬೆಳಕು ಯಾರದು? ಆ ಹೆಜ್ಜೆ ಗುರುತುಗಳು. — [705, 709, 915, 731]
poem-stanza: ಹಾಡುವವನು ಹೋದ ಬಳಿಕ ಕೂಡ ದೇವರ ನಿಜವಾದ ಹಸಿವೆಯಂತಿದೆ ಇದು. ದಯವಿಟ್ಟು ಕ್ರಿಯಾಶೀಲರಾಗಿರಿ. ರಾಷ್ಟ್ರೀಯ ದೀರ್ಘ ರಕ್ತಗಳ ಪರಿಣಾಮ, ನಾಯಕರ ಭರವಸೆ. — [705, 620, 915, 653]
poem-stanza: ತಾನಿ ನಿಲ್ಲದೇ ಸಮುದ್ರ ಕಡೆಗೆ ಹೊರಡುವ ಆ ದಾರಿ ಸರಿಯೇ, ಆ ಹುಲ್ಲು, ಆ ಕಡಲು ಅರಿಯುವುದೇ? ನಿಲ್ಲಲು ಸಾಗದೆ ಹಾಗೆ ಓಡುವ ಕಿರಣಗಳು? — [757, 410, 915, 444]
main-article-col-4b — [757, 377, 915, 617]
wildlife-conflict-illustration — [205, 1010, 537, 1230]
poem-stanza: ಇನ್ನೊಂದೆಡೆ ಒಂದು ಮಗುವಿನ ಅಸ್ಪಷ್ಟ ಬಾಯಿಯ ಕೊಳೆಗಳಲ್ಲಿ ನಿಶೆದಿಂದಾಡುವ ಉಗುರುಗಳಿಂದ ಸೆಲ್ಲ ಬೆಟ್ಟಾಗೆ ಕಿಲಕ ಮಾಡುತ್ತಿ. ಕೆಲ ಹಾದ — [256, 453, 466, 475]
masthead-divider — [30, 70, 915, 72]
